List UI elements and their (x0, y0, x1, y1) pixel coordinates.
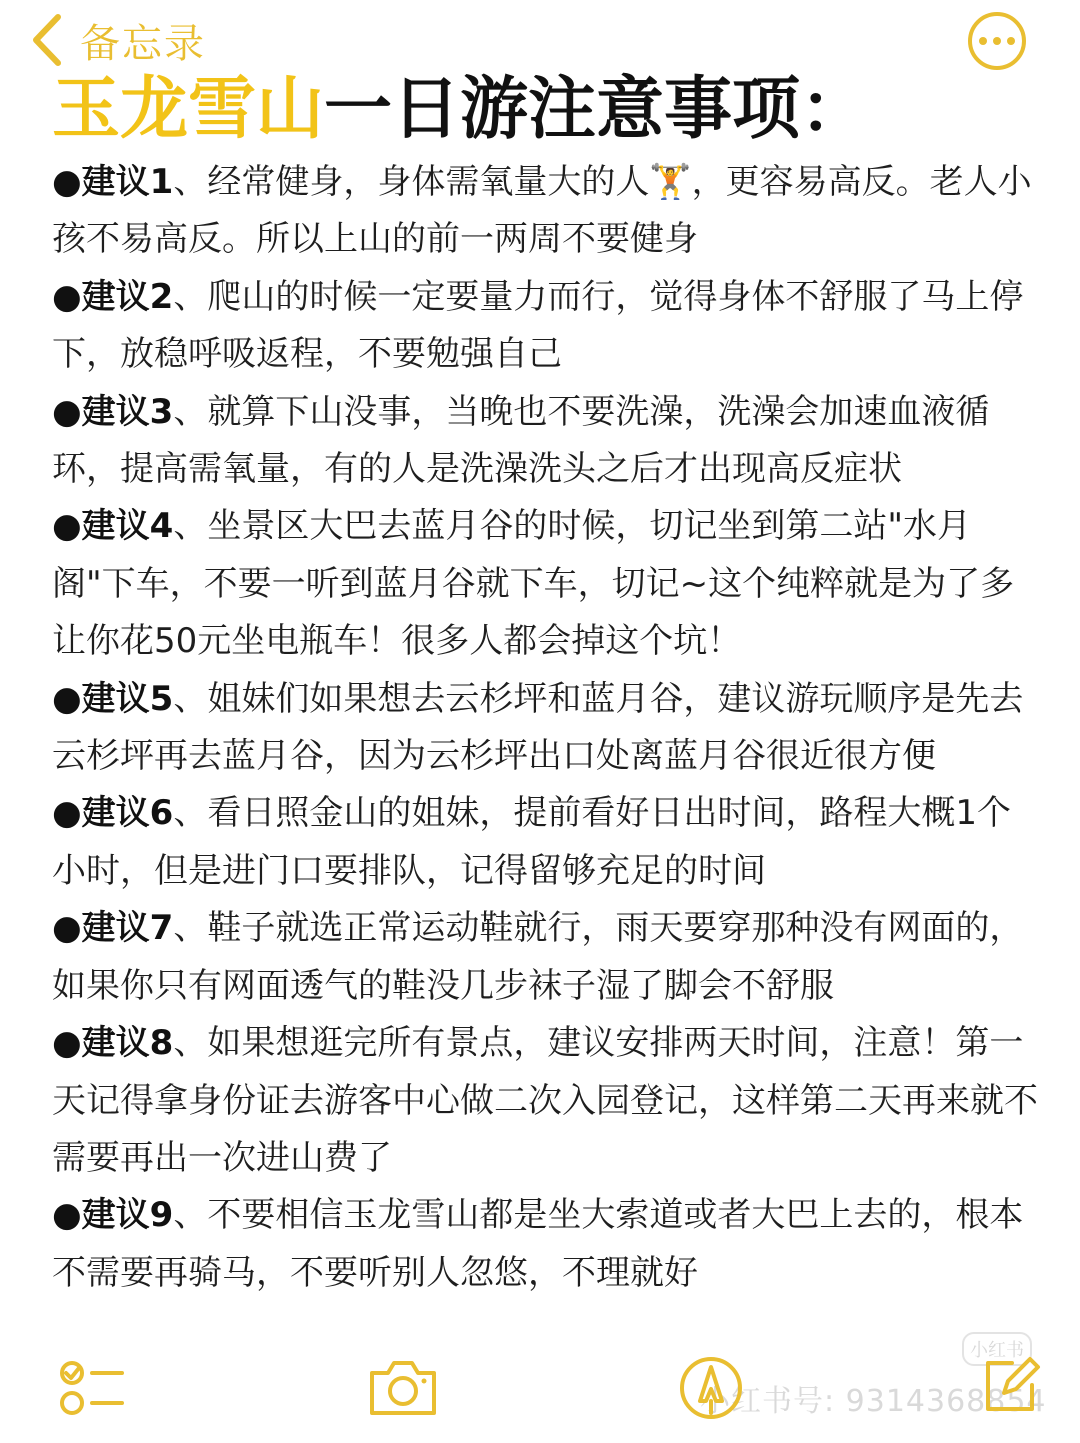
page-title (52, 70, 869, 149)
tip-label: ●建议3 (52, 391, 174, 432)
tip-text: 、如果想逛完所有景点，建议安排两天时间，注意！第一天记得拿身份证去游客中心做二次入园登记，这样第二天再来就不需要再出一次进山费了 (52, 1023, 1038, 1178)
tip-text: 、不要相信玉龙雪山都是坐大索道或者大巴上去的，根本不需要再骑马，不要听别人忽悠，不理就好 (52, 1195, 1024, 1293)
more-button[interactable] (968, 12, 1026, 70)
more-dot (1007, 37, 1015, 45)
chevron-left-icon (30, 13, 64, 67)
tip-text: 、经常健身，身体需氧量大的人🏋️，更容易高反。老人小孩不易高反。所以上山的前一两周不要健身 (52, 162, 1032, 260)
checklist-icon (58, 1355, 128, 1419)
memo-body[interactable] (52, 154, 1042, 1302)
top-bar (0, 0, 1080, 80)
pen-icon (678, 1355, 744, 1421)
tip-item (52, 1187, 1042, 1302)
more-dots-icon (979, 37, 987, 45)
back-label: 备忘录 (80, 20, 206, 67)
tip-label: ●建议1 (52, 162, 174, 202)
tip-item (52, 498, 1042, 670)
tip-label: ●建议2 (52, 276, 174, 317)
tip-label: ●建议7 (52, 908, 174, 949)
tip-item (52, 154, 1042, 269)
tip-label: ●建议6 (52, 793, 174, 834)
title-rest: 一日游注意事项： (324, 70, 869, 149)
more-dot (993, 37, 1001, 45)
tip-text: 、就算下山没事，当晚也不要洗澡，洗澡会加速血液循环，提高需氧量，有的人是洗澡洗头之后才出现高反症状 (52, 391, 990, 490)
tip-label: ●建议5 (52, 678, 174, 719)
back-button[interactable] (30, 10, 206, 70)
bottom-toolbar (0, 1355, 1080, 1435)
compose-icon (980, 1355, 1042, 1417)
camera-button[interactable] (366, 1355, 440, 1419)
camera-icon (366, 1355, 440, 1419)
tip-text: 、鞋子就选正常运动鞋就行，雨天要穿那种没有网面的，如果你只有网面透气的鞋没几步袜子湿了脚会不舒服 (52, 908, 1024, 1006)
watermark-text: 小红书号: 9314368854 (700, 1384, 1047, 1419)
tip-item (52, 900, 1042, 1015)
tip-item (52, 671, 1042, 786)
title-highlight: 玉龙雪山 (52, 70, 325, 149)
checklist-button[interactable] (58, 1355, 128, 1419)
compose-button[interactable] (980, 1355, 1042, 1417)
tip-label: ●建议9 (52, 1195, 174, 1236)
tip-text: 、爬山的时候一定要量力而行，觉得身体不舒服了马上停下，放稳呼吸返程，不要勉强自己 (52, 276, 1024, 375)
watermark-logo: 小红书 (962, 1332, 1032, 1366)
tip-item (52, 785, 1042, 900)
tip-item (52, 384, 1042, 499)
tip-item (52, 269, 1042, 384)
tip-item (52, 1015, 1042, 1187)
tip-text: 、看日照金山的姐妹，提前看好日出时间，路程大概1个小时，但是进门口要排队，记得留够充足的时间 (52, 793, 1011, 891)
tip-label: ●建议4 (52, 506, 174, 547)
markup-button[interactable] (678, 1355, 744, 1421)
tip-text: 、姐妹们如果想去云杉坪和蓝月谷，建议游玩顺序是先去云杉坪再去蓝月谷，因为云杉坪出口处离蓝月谷很近很方便 (52, 678, 1024, 777)
tip-text: 、坐景区大巴去蓝月谷的时候，切记坐到第二站"水月阁"下车，不要一听到蓝月谷就下车，切记~这个纯粹就是为了多让你花50元坐电瓶车！很多人都会掉这个坑！ (52, 506, 1015, 662)
tip-label: ●建议8 (52, 1023, 174, 1064)
